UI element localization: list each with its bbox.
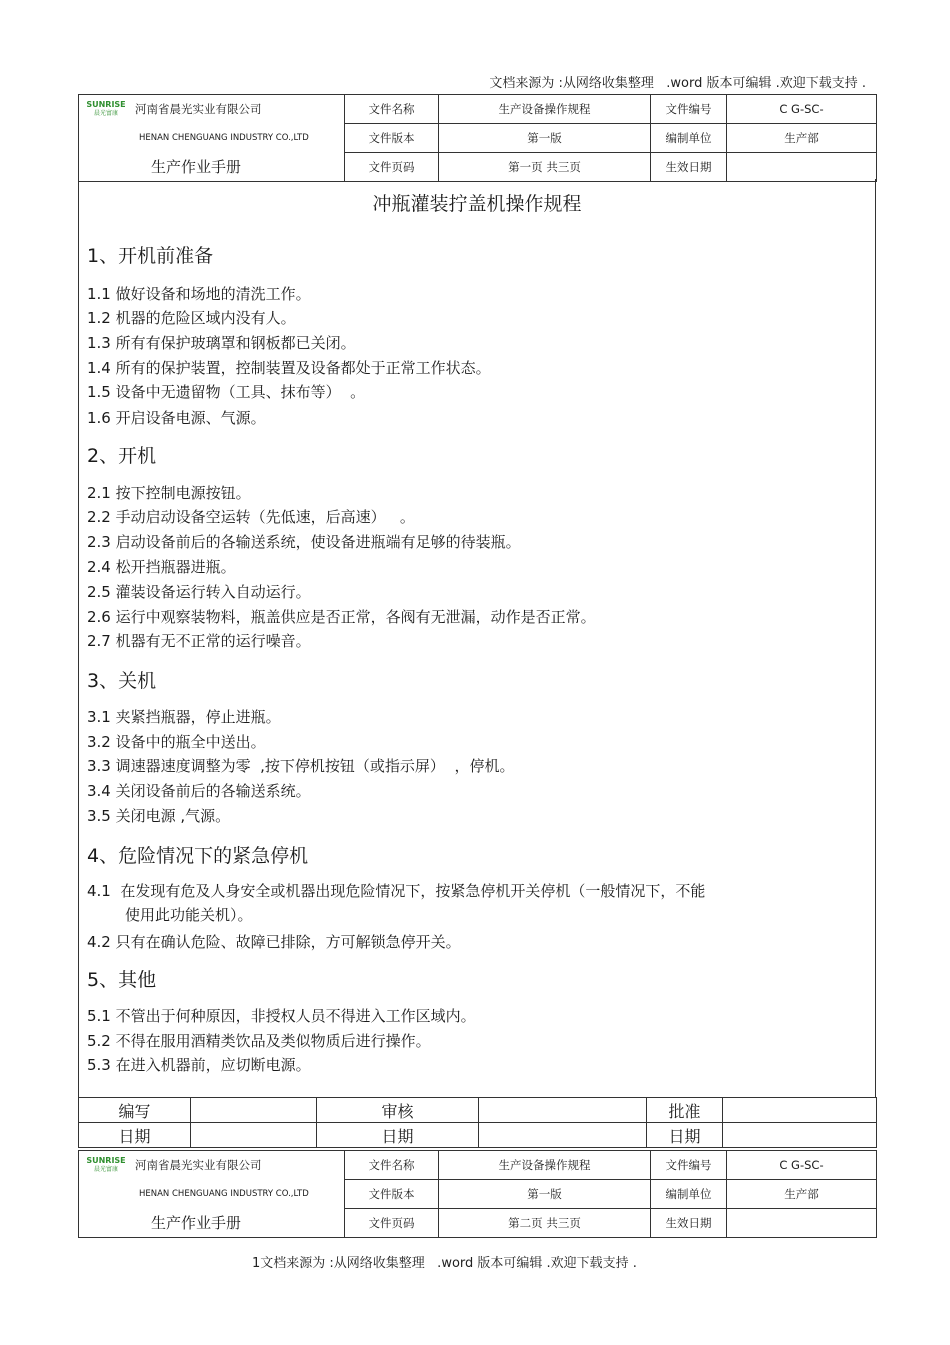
company-name-cn: 河南省晨光实业有限公司 [135, 1158, 262, 1173]
approve-date-label: 日期 [647, 1123, 723, 1148]
list-item: 2.2 手动启动设备空运转（先低速，后高速） 。 [87, 508, 415, 526]
file-no-value: C G-SC- [727, 1151, 877, 1180]
list-item: 5.2 不得在服用酒精类饮品及类似物质后进行操作。 [87, 1032, 431, 1050]
effective-date-label: 生效日期 [651, 153, 727, 182]
list-item: 3.1 夹紧挡瓶器，停止进瓶。 [87, 708, 281, 726]
list-item: 2.6 运行中观察装物料，瓶盖供应是否正常，各阀有无泄漏，动作是否正常。 [87, 608, 596, 626]
source-note-bottom: 1文档来源为 :从网络收集整理 .word 版本可编辑 .欢迎下载支持 . [252, 1256, 637, 1271]
reviewer-value[interactable] [479, 1098, 647, 1123]
approver-value[interactable] [723, 1098, 877, 1123]
write-date-value[interactable] [191, 1123, 317, 1148]
reviewer-label: 审核 [317, 1098, 479, 1123]
logo-text-cn: 晨光富康 [93, 1166, 118, 1174]
file-name-label: 文件名称 [345, 1151, 439, 1180]
list-item-continuation: 使用此功能关机）。 [125, 906, 253, 924]
review-date-value[interactable] [479, 1123, 647, 1148]
page-label: 文件页码 [345, 1209, 439, 1238]
file-no-label: 文件编号 [651, 1151, 727, 1180]
review-date-label: 日期 [317, 1123, 479, 1148]
list-item: 2.4 松开挡瓶器进瓶。 [87, 558, 236, 576]
approver-label: 批准 [647, 1098, 723, 1123]
section-title: 1、开机前准备 [87, 245, 214, 267]
list-item: 1.4 所有的保护装置，控制装置及设备都处于正常工作状态。 [87, 359, 491, 377]
file-name-label: 文件名称 [345, 95, 439, 124]
list-item: 1.2 机器的危险区域内没有人。 [87, 309, 296, 327]
page-label: 文件页码 [345, 153, 439, 182]
logo-text-cn: 晨光富康 [93, 110, 118, 118]
logo-text-en: SUNRISE [86, 100, 126, 110]
list-item: 3.5 关闭电源 ,气源。 [87, 807, 231, 825]
list-item: 2.1 按下控制电源按钮。 [87, 484, 251, 502]
version-value: 第一版 [439, 124, 651, 153]
list-item: 2.3 启动设备前后的各输送系统，使设备进瓶端有足够的待装瓶。 [87, 533, 521, 551]
dept-value: 生产部 [727, 1180, 877, 1209]
file-no-label: 文件编号 [651, 95, 727, 124]
section-title: 3、关机 [87, 670, 157, 692]
page-value: 第一页 共三页 [439, 153, 651, 182]
dept-label: 编制单位 [651, 1180, 727, 1209]
approve-date-value[interactable] [723, 1123, 877, 1148]
source-note-top: 文档来源为 :从网络收集整理 .word 版本可编辑 .欢迎下载支持 . [489, 76, 866, 91]
file-name-value: 生产设备操作规程 [439, 1151, 651, 1180]
document-title: 冲瓶灌装拧盖机操作规程 [372, 193, 582, 215]
list-item: 5.1 不管出于何种原因，非授权人员不得进入工作区域内。 [87, 1007, 476, 1025]
list-item: 1.6 开启设备电源、气源。 [87, 409, 266, 427]
list-item: 1.5 设备中无遗留物（工具、抹布等） 。 [87, 383, 366, 401]
list-item: 3.3 调速器速度调整为零 ,按下停机按钮（或指示屏） ，停机。 [87, 757, 515, 775]
writer-label: 编写 [79, 1098, 191, 1123]
list-item: 4.2 只有在确认危险、故障已排除，方可解锁急停开关。 [87, 933, 461, 951]
company-logo [85, 95, 127, 123]
company-name-cn: 河南省晨光实业有限公司 [135, 102, 262, 117]
signoff-table [78, 1097, 877, 1148]
section-title: 2、开机 [87, 445, 157, 467]
list-item: 4.1 在发现有危及人身安全或机器出现危险情况下，按紧急停机开关停机（一般情况下，不能 [87, 882, 706, 900]
write-date-label: 日期 [79, 1123, 191, 1148]
file-no-value: C G-SC- [727, 95, 877, 124]
writer-value[interactable] [191, 1098, 317, 1123]
list-item: 5.3 在进入机器前，应切断电源。 [87, 1056, 311, 1074]
version-value: 第一版 [439, 1180, 651, 1209]
document-header-table-page2 [78, 1150, 877, 1238]
company-name-en: HENAN CHENGUANG INDUSTRY CO.,LTD [139, 1189, 309, 1199]
section-title: 5、其他 [87, 969, 157, 991]
effective-date-label: 生效日期 [651, 1209, 727, 1238]
file-name-value: 生产设备操作规程 [439, 95, 651, 124]
effective-date-value [727, 153, 877, 182]
procedure-body [78, 179, 876, 1098]
manual-title: 生产作业手册 [151, 158, 242, 177]
dept-label: 编制单位 [651, 124, 727, 153]
version-label: 文件版本 [345, 124, 439, 153]
list-item: 2.7 机器有无不正常的运行噪音。 [87, 632, 311, 650]
list-item: 1.1 做好设备和场地的清洗工作。 [87, 285, 311, 303]
list-item: 1.3 所有有保护玻璃罩和钢板都已关闭。 [87, 334, 356, 352]
list-item: 3.4 关闭设备前后的各输送系统。 [87, 782, 311, 800]
company-name-en: HENAN CHENGUANG INDUSTRY CO.,LTD [139, 133, 309, 143]
section-title: 4、危险情况下的紧急停机 [87, 845, 309, 867]
company-logo [85, 1151, 127, 1179]
logo-text-en: SUNRISE [86, 1156, 126, 1166]
list-item: 2.5 灌装设备运行转入自动运行。 [87, 583, 311, 601]
document-header-table [78, 94, 877, 182]
version-label: 文件版本 [345, 1180, 439, 1209]
manual-title: 生产作业手册 [151, 1214, 242, 1233]
list-item: 3.2 设备中的瓶全中送出。 [87, 733, 266, 751]
dept-value: 生产部 [727, 124, 877, 153]
effective-date-value [727, 1209, 877, 1238]
page-value: 第二页 共三页 [439, 1209, 651, 1238]
